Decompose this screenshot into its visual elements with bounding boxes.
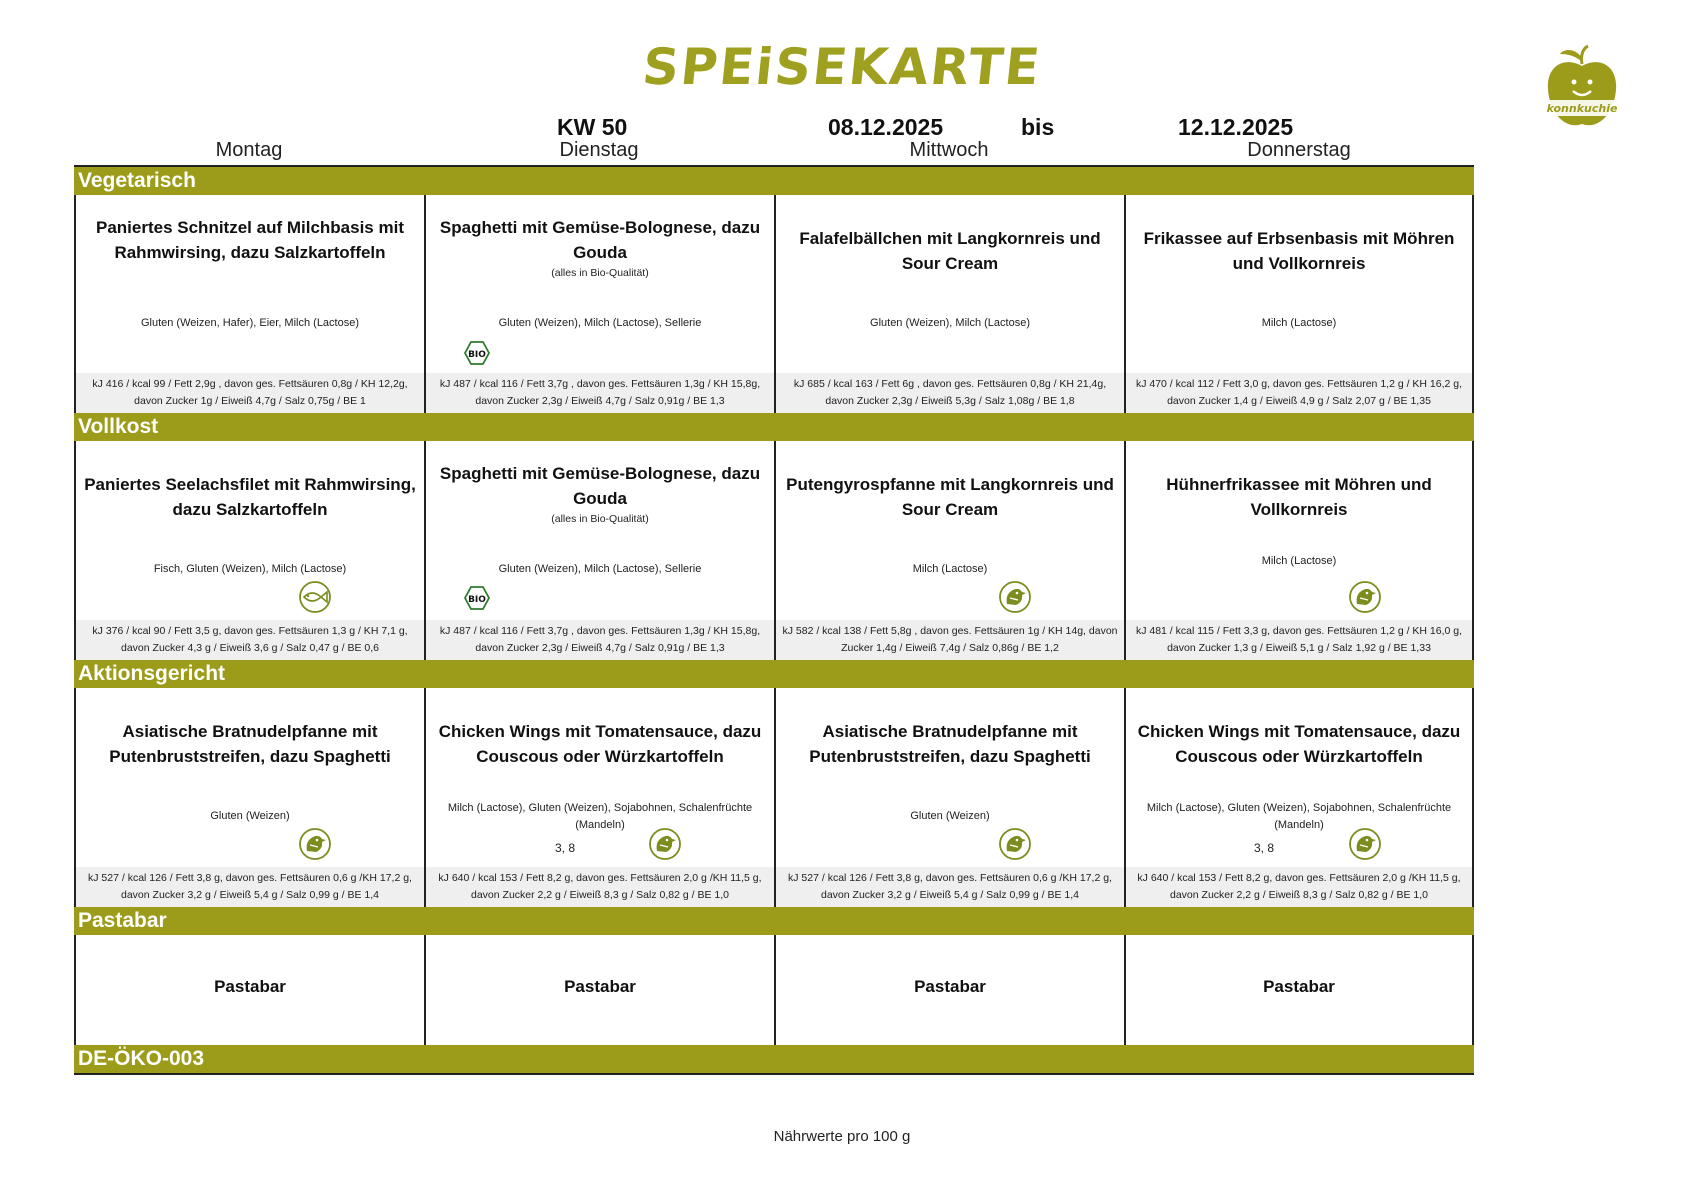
bio-label: BIO: [468, 350, 486, 360]
nutrition-info: kJ 527 / kcal 126 / Fett 3,8 g, davon ges. Fettsäuren 0,6 g /KH 17,2 g, davon Zucker 3,2 g / Eiweiß 5,4 g / Salz 0,99 g / BE 1,4: [776, 867, 1124, 907]
date-separator: bis: [1021, 114, 1055, 140]
week-number: KW 50: [557, 114, 628, 140]
dish-name: Spaghetti mit Gemüse-Bolognese, dazu Gouda: [439, 464, 761, 508]
quality-note: (alles in Bio-Qualität): [551, 513, 649, 525]
poultry-icon: [1346, 828, 1384, 860]
menu-cell: [74, 195, 424, 413]
poultry-icon: [646, 828, 684, 860]
menu-cell: [424, 195, 774, 413]
dish-name: Chicken Wings mit Tomatensauce, dazu Couscous oder Würzkartoffeln: [1137, 722, 1461, 766]
dish-name: Asiatische Bratnudelpfanne mit Putenbruststreifen, dazu Spaghetti: [109, 722, 391, 766]
menu-cell: [1124, 441, 1474, 660]
dish-name: Paniertes Schnitzel auf Milchbasis mit Rahmwirsing, dazu Salzkartoffeln: [96, 218, 404, 262]
dish-name: Spaghetti mit Gemüse-Bolognese, dazu Gouda: [439, 218, 761, 262]
bio-icon: [464, 341, 490, 365]
nutrition-info: kJ 416 / kcal 99 / Fett 2,9g , davon ges. Fettsäuren 0,8g / KH 12,2g, davon Zucker 1g / Eiweiß 4,7g / Salz 0,75g / BE 1: [76, 373, 424, 413]
date-to: 12.12.2025: [1178, 114, 1294, 140]
section-band-vegetarisch: Vegetarisch: [74, 167, 1474, 195]
section-row-vollkost: [74, 441, 1474, 660]
allergen-info: Milch (Lactose): [912, 563, 988, 575]
additive-numbers: 3, 8: [554, 841, 575, 855]
poultry-icon: [296, 828, 334, 860]
dish-name: Paniertes Seelachsfilet mit Rahmwirsing, dazu Salzkartoffeln: [84, 475, 416, 519]
day-header-wednesday: Mittwoch: [909, 139, 989, 161]
menu-cell: [774, 441, 1124, 660]
page-title: SPEiSEKARTE: [639, 38, 1045, 96]
allergen-info: Gluten (Weizen), Milch (Lactose), Sellerie: [498, 563, 702, 575]
day-header-monday: Montag: [215, 139, 283, 161]
bio-label: BIO: [468, 595, 486, 605]
menu-cell: [1124, 935, 1474, 1045]
menu-cell: [1124, 195, 1474, 413]
dish-name: Chicken Wings mit Tomatensauce, dazu Couscous oder Würzkartoffeln: [438, 722, 762, 766]
nutrition-info: kJ 527 / kcal 126 / Fett 3,8 g, davon ges. Fettsäuren 0,6 g /KH 17,2 g, davon Zucker 3,2 g / Eiweiß 5,4 g / Salz 0,99 g / BE 1,4: [76, 867, 424, 907]
nutrition-info: kJ 640 / kcal 153 / Fett 8,2 g, davon ges. Fettsäuren 2,0 g /KH 11,5 g, davon Zucker 2,2 g / Eiweiß 8,3 g / Salz 0,82 g / BE 1,0: [426, 867, 774, 907]
section-row-pastabar: [74, 935, 1474, 1045]
dish-name: Falafelbällchen mit Langkornreis und Sour Cream: [799, 229, 1101, 273]
section-band-aktionsgericht: Aktionsgericht: [74, 660, 1474, 688]
poultry-icon: [996, 828, 1034, 860]
nutrition-info: kJ 487 / kcal 116 / Fett 3,7g , davon ges. Fettsäuren 1,3g / KH 15,8g, davon Zucker 2,3g / Eiweiß 4,7g / Salz 0,91g / BE 1,3: [426, 373, 774, 413]
dish-name: Pastabar: [914, 977, 986, 996]
menu-cell: [74, 935, 424, 1045]
poultry-icon: [996, 581, 1034, 613]
menu-cell: [774, 935, 1124, 1045]
footer-note: Nährwerte pro 100 g: [773, 1128, 911, 1145]
nutrition-info: kJ 582 / kcal 138 / Fett 5,8g , davon ges. Fettsäuren 1g / KH 14g, davon Zucker 1,4g / Eiweiß 7,4g / Salz 0,86g / BE 1,2: [776, 620, 1124, 660]
allergen-info: Milch (Lactose), Gluten (Weizen), Sojabohnen, Schalenfrüchte (Mandeln): [447, 802, 753, 831]
additive-numbers: 3, 8: [1253, 841, 1274, 855]
nutrition-info: kJ 487 / kcal 116 / Fett 3,7g , davon ges. Fettsäuren 1,3g / KH 15,8g, davon Zucker 2,3g / Eiweiß 4,7g / Salz 0,91g / BE 1,3: [426, 620, 774, 660]
menu-cell: [1124, 688, 1474, 907]
menu-cell: [774, 195, 1124, 413]
allergen-info: Gluten (Weizen), Milch (Lactose), Sellerie: [498, 317, 702, 329]
menu-cell: [74, 688, 424, 907]
dish-name: Pastabar: [1263, 977, 1335, 996]
day-header-tuesday: Dienstag: [559, 139, 639, 161]
dish-name: Pastabar: [564, 977, 636, 996]
allergen-info: Fisch, Gluten (Weizen), Milch (Lactose): [153, 563, 347, 575]
menu-cell: [424, 935, 774, 1045]
bio-icon: [464, 586, 490, 610]
allergen-info: Gluten (Weizen), Milch (Lactose): [870, 317, 1030, 329]
section-row-vegetarisch: [74, 195, 1474, 413]
allergen-info: Gluten (Weizen): [910, 810, 990, 822]
apple-logo-icon: [1544, 44, 1620, 132]
menu-cell: [424, 688, 774, 907]
nutrition-info: kJ 685 / kcal 163 / Fett 6g , davon ges. Fettsäuren 0,8g / KH 21,4g, davon Zucker 2,3g / Eiweiß 5,3g / Salz 1,08g / BE 1,8: [776, 373, 1124, 413]
allergen-info: Gluten (Weizen): [210, 810, 290, 822]
dish-name: Hühnerfrikassee mit Möhren und Vollkornreis: [1166, 475, 1432, 519]
nutrition-info: kJ 470 / kcal 112 / Fett 3,0 g, davon ges. Fettsäuren 1,2 g / KH 16,2 g, davon Zucker 1,4 g / Eiweiß 4,9 g / Salz 2,07 g / BE 1,35: [1126, 373, 1472, 413]
certification-band: DE-ÖKO-003: [74, 1045, 1474, 1073]
menu-cell: [774, 688, 1124, 907]
allergen-info: Gluten (Weizen, Hafer), Eier, Milch (Lactose): [140, 317, 360, 329]
poultry-icon: [1346, 581, 1384, 613]
date-from: 08.12.2025: [828, 114, 944, 140]
dish-name: Frikassee auf Erbsenbasis mit Möhren und Vollkornreis: [1143, 229, 1455, 273]
nutrition-info: kJ 481 / kcal 115 / Fett 3,3 g, davon ges. Fettsäuren 1,2 g / KH 16,0 g, davon Zucker 1,3 g / Eiweiß 5,1 g / Salz 1,92 g / BE 1,33: [1126, 620, 1472, 660]
section-row-aktionsgericht: [74, 688, 1474, 907]
day-header-thursday: Donnerstag: [1247, 139, 1351, 161]
nutrition-info: kJ 640 / kcal 153 / Fett 8,2 g, davon ges. Fettsäuren 2,0 g /KH 11,5 g, davon Zucker 2,2 g / Eiweiß 8,3 g / Salz 0,82 g / BE 1,0: [1126, 867, 1472, 907]
dish-name: Putengyrospfanne mit Langkornreis und Sour Cream: [786, 475, 1114, 519]
section-band-pastabar: Pastabar: [74, 907, 1474, 935]
menu-cell: [74, 441, 424, 660]
allergen-info: Milch (Lactose): [1261, 555, 1337, 567]
dish-name: Asiatische Bratnudelpfanne mit Putenbruststreifen, dazu Spaghetti: [809, 722, 1091, 766]
fish-icon: [296, 581, 334, 613]
dish-name: Pastabar: [214, 977, 286, 996]
menu-cell: [424, 441, 774, 660]
quality-note: (alles in Bio-Qualität): [551, 267, 649, 279]
logo-text: konnkuchie: [1546, 102, 1618, 115]
allergen-info: Milch (Lactose), Gluten (Weizen), Sojabohnen, Schalenfrüchte (Mandeln): [1146, 802, 1452, 831]
section-band-vollkost: Vollkost: [74, 413, 1474, 441]
nutrition-info: kJ 376 / kcal 90 / Fett 3,5 g, davon ges. Fettsäuren 1,3 g / KH 7,1 g, davon Zucker 4,3 g / Eiweiß 3,6 g / Salz 0,47 g / BE 0,6: [76, 620, 424, 660]
allergen-info: Milch (Lactose): [1261, 317, 1337, 329]
